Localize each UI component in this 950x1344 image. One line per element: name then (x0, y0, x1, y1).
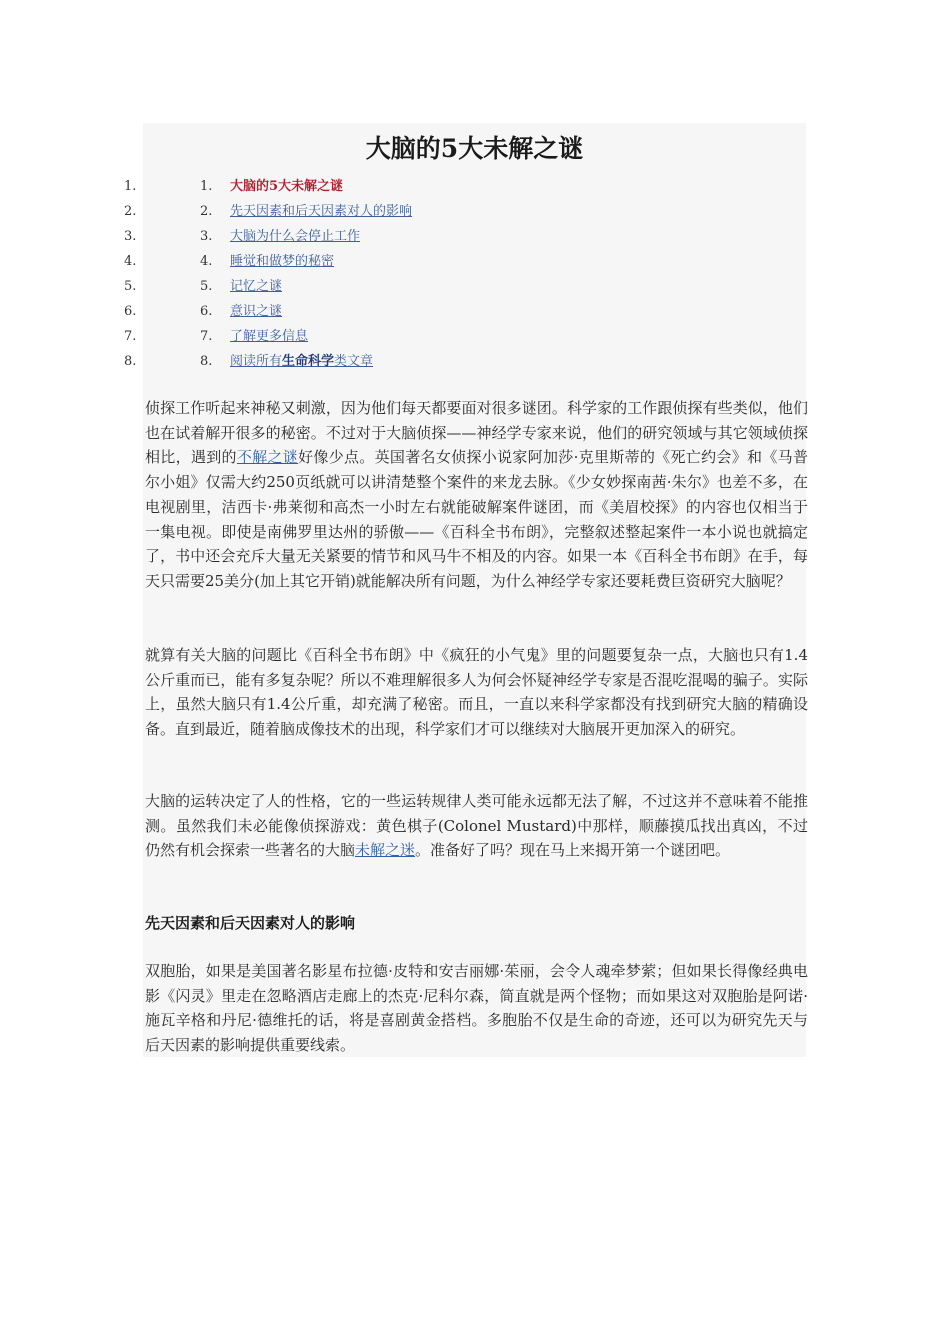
inline-link-unsolved-mysteries-2[interactable]: 未解之迷 (355, 841, 416, 860)
toc-inner-number: 4. (200, 254, 213, 269)
paragraph-twins: 双胞胎，如果是美国著名影星布拉德·皮特和安吉丽娜·茱丽，会令人魂牵梦萦；但如果长得像经典电影《闪灵》里走在忽略酒店走廊上的杰克·尼科尔森，简直就是两个怪物；而如果这对双胞胎是阿诺·施瓦辛格和丹尼·德维托的话，将是喜剧黄金搭档。多胞胎不仅是生命的奇迹，还可以为研究先天与后天因素的影响提供重要线索。 (145, 962, 808, 1055)
toc-link-suffix: 类文章 (334, 354, 374, 369)
paragraph-intro (145, 396, 808, 594)
toc-inner-number: 2. (200, 204, 213, 219)
toc-inner-number: 8. (200, 354, 213, 369)
toc-inner-number: 1. (200, 179, 213, 194)
toc-item (0, 299, 950, 324)
toc-link-nature-nurture[interactable]: 先天因素和后天因素对人的影响 (230, 204, 413, 219)
paragraph-text: 。准备好了吗？现在马上来揭开第一个谜团吧。 (415, 841, 731, 860)
toc-link-brain-stops[interactable]: 大脑为什么会停止工作 (230, 229, 361, 244)
article-title: 大脑的5大未解之谜 (365, 134, 584, 163)
section-heading: 先天因素和后天因素对人的影响 (145, 914, 356, 932)
toc-outer-number: 5. (124, 279, 137, 294)
toc-item (0, 349, 950, 374)
toc-item (0, 224, 950, 249)
toc-link-more-info[interactable]: 了解更多信息 (230, 329, 309, 344)
toc-outer-number: 7. (124, 329, 137, 344)
toc-outer-number: 8. (124, 354, 137, 369)
toc-link-consciousness[interactable]: 意识之谜 (230, 304, 283, 319)
toc-item (0, 174, 950, 199)
toc-outer-number: 1. (124, 179, 137, 194)
toc-outer-number: 3. (124, 229, 137, 244)
toc-inner-number: 3. (200, 229, 213, 244)
table-of-contents (0, 174, 950, 374)
toc-link-bold: 生命科学 (282, 354, 335, 369)
toc-inner-number: 6. (200, 304, 213, 319)
toc-inner-number: 7. (200, 329, 213, 344)
paragraph-text: 好像少点。英国著名女侦探小说家阿加莎·克里斯蒂的《死亡约会》和《马普尔小姐》仅需大约250页纸就可以讲清楚整个案件的来龙去脉。《少女妙探南茜·朱尔》也差不多，在电视剧里，洁西卡·弗莱彻和高杰一小时左右就能破解案件谜团，而《美眉校探》的内容也仅相当于一集电视。即使是南佛罗里达州的骄傲——《百科全书布朗》，完整叙述整起案件一本小说也就搞定了，书中还会充斥大量无关紧要的情节和风马牛不相及的内容。如果一本《百科全书布朗》在手，每天只需要25美分(加上其它开销)就能解决所有问题，为什么神经学专家还要耗费巨资研究大脑呢？ (145, 448, 808, 590)
paragraph-text: 大脑的运转决定了人的性格，它的一些运转规律人类可能永远都无法了解，不过这并不意味着不能推测。虽然我们未必能像侦探游戏：黄色棋子(Colonel Mustard)中那样，顺藤摸瓜找出真凶，不过仍然有机会探索一些著名的大脑 (145, 792, 808, 860)
toc-outer-number: 2. (124, 204, 137, 219)
toc-item (0, 249, 950, 274)
toc-item (0, 199, 950, 224)
toc-outer-number: 4. (124, 254, 137, 269)
toc-outer-number: 6. (124, 304, 137, 319)
toc-item (0, 324, 950, 349)
toc-link-memory[interactable]: 记忆之谜 (230, 279, 283, 294)
paragraph-brain-personality (145, 789, 808, 863)
toc-link-prefix: 阅读所有 (230, 354, 283, 369)
toc-link-current: 大脑的5大未解之谜 (230, 179, 344, 194)
paragraph-brain-weight: 就算有关大脑的问题比《百科全书布朗》中《疯狂的小气鬼》里的问题要复杂一点，大脑也只有1.4公斤重而已，能有多复杂呢？所以不难理解很多人为何会怀疑神经学专家是否混吃混喝的骗子。实际上，虽然大脑只有1.4公斤重，却充满了秘密。而且，一直以来科学家都没有找到研究大脑的精确设备。直到最近，随着脑成像技术的出现，科学家们才可以继续对大脑展开更加深入的研究。 (145, 646, 808, 739)
toc-inner-number: 5. (200, 279, 213, 294)
toc-link-sleep-dreams[interactable]: 睡觉和做梦的秘密 (230, 254, 335, 269)
inline-link-unsolved-mysteries[interactable]: 不解之谜 (236, 448, 299, 467)
paragraph-text: 侦探工作听起来神秘又刺激，因为他们每天都要面对很多谜团。科学家的工作跟侦探有些类似，他们也在试着解开很多的秘密。不过对于大脑侦探——神经学专家来说，他们的研究领域与其它领域侦探相比，遇到的 (145, 399, 808, 467)
toc-item (0, 274, 950, 299)
toc-link-life-science[interactable] (230, 349, 373, 374)
